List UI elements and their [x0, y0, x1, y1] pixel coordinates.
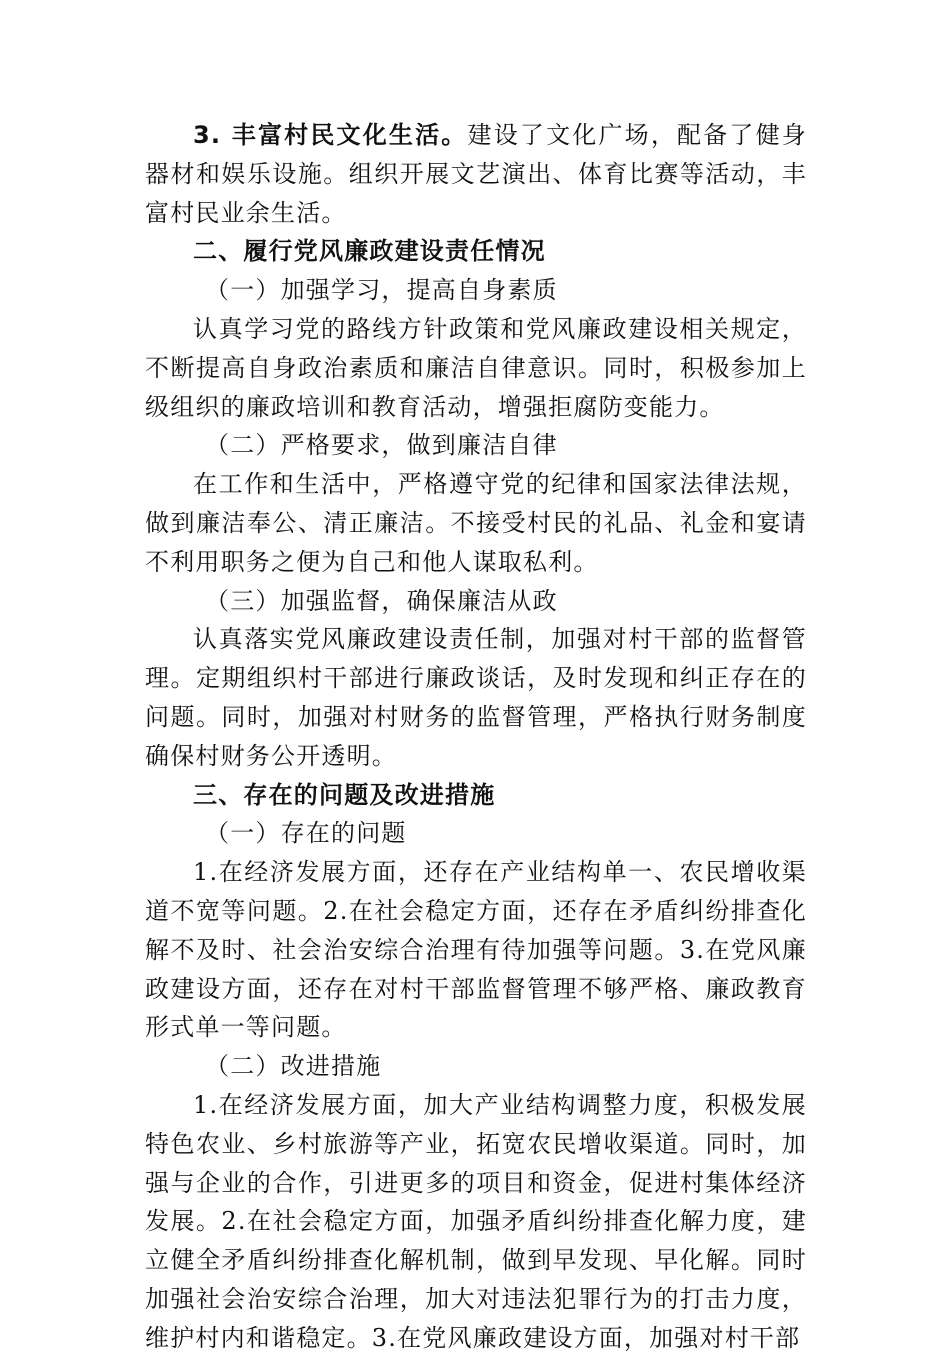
- section-heading: 三、存在的问题及改进措施: [193, 780, 496, 809]
- paragraph-text: 认真学习党的路线方针政策和党风廉政建设相关规定，不断提高自身政治素质和廉洁自律意识。同时，积极参加上级组织的廉政培训和教育活动，增强拒腐防变能力。: [145, 314, 807, 421]
- paragraph-text: 在工作和生活中，严格遵守党的纪律和国家法律法规，做到廉洁奉公、清正廉洁。不接受村民的礼品、礼金和宴请不利用职务之便为自己和他人谋取私利。: [145, 470, 807, 576]
- subsection-title: （一）存在的问题: [205, 819, 407, 848]
- paragraph-culture: [145, 116, 807, 232]
- subsection-title: （二）严格要求，做到廉洁自律: [205, 431, 558, 460]
- subsection-title: （二）改进措施: [205, 1052, 382, 1081]
- section-heading: 二、履行党风廉政建设责任情况: [193, 237, 546, 266]
- paragraph-lead: 3. 丰富村民文化生活。: [193, 121, 468, 149]
- paragraph-text: 认真落实党风廉政建设责任制，加强对村干部的监督管理。定期组织村干部进行廉政谈话，及时发现和纠正存在的问题。同时，加强对村财务的监督管理，严格执行财务制度确保村财务公开透明。: [145, 625, 807, 770]
- subsection-title: （三）加强监督，确保廉洁从政: [205, 586, 558, 615]
- paragraph-text: 1.在经济发展方面，还存在产业结构单一、农民增收渠道不宽等问题。2.在社会稳定方面，还存在矛盾纠纷排查化解不及时、社会治安综合治理有待加强等问题。3.在党风廉政建设方面，还存在对村干部监督管理不够严格、廉政教育形式单一等问题。: [145, 858, 807, 1042]
- document-page: [145, 116, 807, 1358]
- subsection-title: （一）加强学习，提高自身素质: [205, 276, 558, 305]
- paragraph-text: 1.在经济发展方面，加大产业结构调整力度，积极发展特色农业、乡村旅游等产业，拓宽农民增收渠道。同时，加强与企业的合作，引进更多的项目和资金，促进村集体经济发展。2.在社会稳定方面，加强矛盾纠纷排查化解力度，建立健全矛盾纠纷排查化解机制，做到早发现、早化解。同时加强社会治安综合治理，加大对违法犯罪行为的打击力度，维护村内和谐稳定。3.在党风廉政建设方面，加强对村干部: [145, 1090, 807, 1352]
- paragraph-text: 建设了文化广场，配备了健身器材和娱乐设施。组织开展文艺演出、体育比赛等活动，丰富村民业余生活。: [145, 121, 807, 227]
